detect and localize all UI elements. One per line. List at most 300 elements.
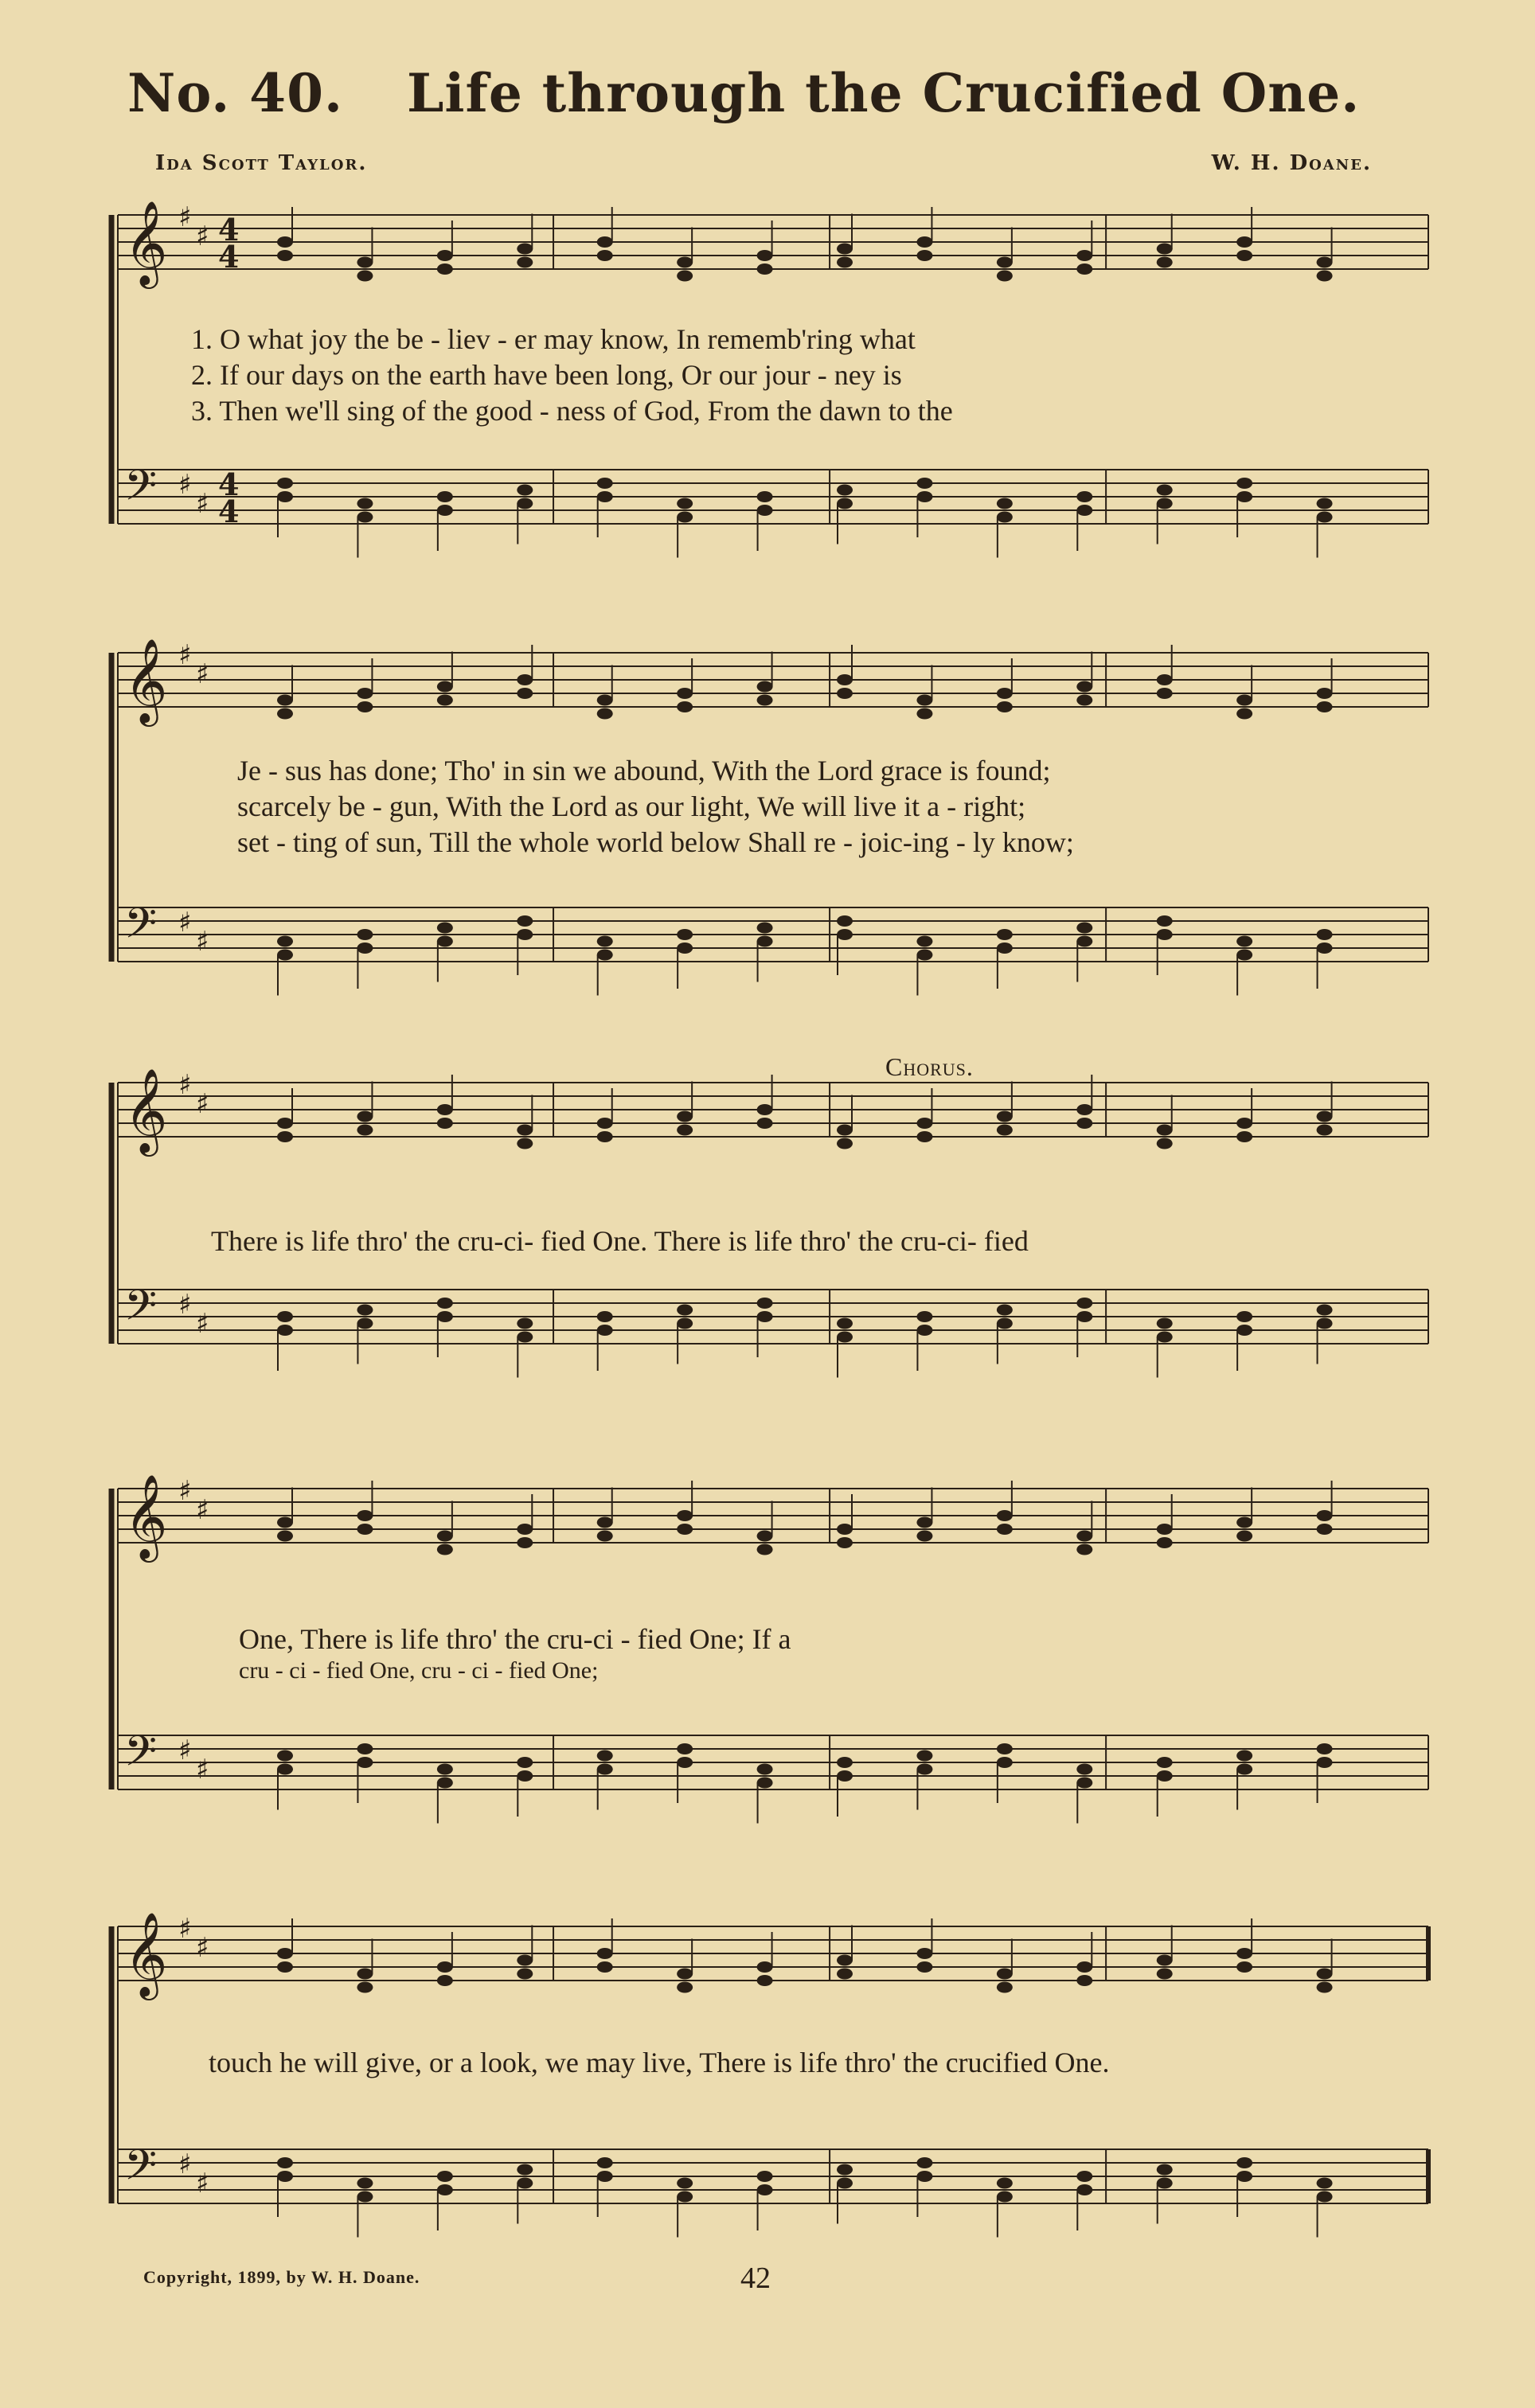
notehead — [837, 1955, 853, 1966]
notehead — [757, 1531, 773, 1542]
notehead — [1076, 1778, 1092, 1789]
notehead — [357, 1318, 373, 1329]
notehead — [837, 1524, 853, 1535]
notehead — [997, 498, 1013, 509]
notehead — [677, 2191, 693, 2203]
notehead — [597, 478, 613, 489]
notehead — [597, 236, 613, 248]
notehead — [677, 1982, 693, 1993]
notehead — [1236, 1750, 1252, 1762]
notehead — [357, 512, 373, 523]
treble-clef-icon: 𝄞 — [124, 200, 168, 285]
notehead — [597, 2171, 613, 2182]
sharp-icon: ♯ — [196, 926, 209, 958]
notehead — [757, 1118, 773, 1129]
notehead — [837, 674, 853, 685]
notehead — [677, 271, 693, 282]
notehead — [1076, 1764, 1092, 1775]
composer-credit: W. H. Doane. — [1211, 151, 1372, 175]
notehead — [916, 695, 932, 706]
notehead — [1317, 701, 1333, 712]
notehead — [517, 2178, 533, 2189]
notehead — [357, 257, 373, 268]
notehead — [997, 1111, 1013, 1122]
notehead — [1317, 929, 1333, 940]
notehead — [757, 1311, 773, 1322]
notehead — [997, 943, 1013, 954]
notehead — [837, 485, 853, 496]
notehead — [437, 1531, 453, 1542]
sharp-icon: ♯ — [178, 1913, 192, 1945]
notehead — [277, 250, 293, 261]
notehead — [677, 257, 693, 268]
lyricist-credit: Ida Scott Taylor. — [155, 151, 368, 175]
notehead — [1157, 1770, 1173, 1782]
notehead — [517, 485, 533, 496]
notehead — [1236, 478, 1252, 489]
notehead — [997, 1757, 1013, 1768]
notehead — [1236, 1311, 1252, 1322]
notehead — [997, 1318, 1013, 1329]
notehead — [437, 1778, 453, 1789]
bass-clef-icon: 𝄢 — [124, 462, 158, 521]
notehead — [597, 1311, 613, 1322]
notehead — [677, 498, 693, 509]
notehead — [597, 1517, 613, 1528]
notehead — [916, 491, 932, 502]
notehead — [517, 1537, 533, 1548]
notehead — [997, 701, 1013, 712]
notehead — [1157, 244, 1173, 255]
notehead — [916, 1961, 932, 1973]
notehead — [1076, 2184, 1092, 2195]
notehead — [597, 491, 613, 502]
notehead — [437, 936, 453, 947]
notehead — [357, 2178, 373, 2189]
notehead — [997, 2178, 1013, 2189]
notehead — [1236, 1118, 1252, 1129]
notehead — [437, 505, 453, 516]
notehead — [357, 1524, 373, 1535]
sharp-icon: ♯ — [178, 1475, 192, 1507]
sharp-icon: ♯ — [196, 1932, 209, 1964]
notehead — [1157, 1125, 1173, 1136]
notehead — [597, 1961, 613, 1973]
notehead — [1317, 1757, 1333, 1768]
notehead — [597, 695, 613, 706]
notehead — [677, 1524, 693, 1535]
notehead — [677, 2178, 693, 2189]
notehead — [517, 1757, 533, 1768]
notehead — [916, 1118, 932, 1129]
notehead — [997, 929, 1013, 940]
notehead — [437, 2184, 453, 2195]
notehead — [916, 236, 932, 248]
notehead — [997, 271, 1013, 282]
notehead — [1076, 1544, 1092, 1555]
notehead — [1317, 257, 1333, 268]
notehead — [1157, 2164, 1173, 2176]
notehead — [757, 491, 773, 502]
copyright-notice: Copyright, 1899, by W. H. Doane. — [143, 2267, 420, 2287]
notehead — [277, 1764, 293, 1775]
notehead — [1236, 936, 1252, 947]
notehead — [916, 2157, 932, 2168]
chorus-label: Chorus. — [885, 1052, 974, 1081]
notehead — [517, 1318, 533, 1329]
notehead — [916, 1948, 932, 1959]
notehead — [357, 1125, 373, 1136]
bass-clef-icon: 𝄢 — [124, 900, 158, 958]
sharp-icon: ♯ — [178, 639, 192, 671]
notehead — [837, 2164, 853, 2176]
notehead — [437, 2171, 453, 2182]
notehead — [916, 1531, 932, 1542]
notehead — [357, 1982, 373, 1993]
notehead — [1157, 498, 1173, 509]
notehead — [677, 1125, 693, 1136]
notehead — [1076, 1118, 1092, 1129]
notehead — [1236, 708, 1252, 720]
notehead — [916, 1750, 932, 1762]
notehead — [1157, 1332, 1173, 1343]
notehead — [837, 498, 853, 509]
notehead — [757, 2184, 773, 2195]
chorus-line-2: One, There is life thro' the cru-ci - fied One; If a — [239, 1623, 791, 1655]
notehead — [916, 478, 932, 489]
notehead — [597, 1948, 613, 1959]
notehead — [1236, 250, 1252, 261]
hymn-number: No. 40. — [127, 62, 343, 124]
notehead — [997, 1125, 1013, 1136]
verse-2-line-1: 2. If our days on the earth have been long, Or our jour - ney is — [191, 359, 902, 391]
notehead — [997, 1305, 1013, 1316]
notehead — [1076, 263, 1092, 275]
notehead — [517, 1524, 533, 1535]
notehead — [277, 1517, 293, 1528]
notehead — [517, 257, 533, 268]
treble-clef-icon: 𝄞 — [124, 1911, 168, 1996]
notehead — [677, 1111, 693, 1122]
notehead — [837, 688, 853, 699]
sharp-icon: ♯ — [196, 221, 209, 252]
notehead — [437, 923, 453, 934]
chorus-echo-line: cru - ci - fied One, cru - ci - fied One; — [239, 1657, 599, 1684]
notehead — [1317, 2191, 1333, 2203]
notehead — [1317, 1524, 1333, 1535]
notehead — [437, 1544, 453, 1555]
notehead — [277, 1948, 293, 1959]
notehead — [916, 1764, 932, 1775]
notehead — [437, 1118, 453, 1129]
notehead — [677, 1305, 693, 1316]
notehead — [837, 244, 853, 255]
notehead — [837, 929, 853, 940]
notehead — [1157, 1955, 1173, 1966]
notehead — [916, 2171, 932, 2182]
notehead — [517, 674, 533, 685]
notehead — [1157, 1537, 1173, 1548]
sharp-icon: ♯ — [178, 2148, 192, 2180]
notehead — [837, 2178, 853, 2189]
notehead — [597, 1325, 613, 1336]
notehead — [757, 263, 773, 275]
notehead — [837, 1969, 853, 1980]
notehead — [1236, 491, 1252, 502]
notehead — [277, 695, 293, 706]
notehead — [277, 491, 293, 502]
notehead — [837, 1757, 853, 1768]
notehead — [757, 1764, 773, 1775]
notehead — [997, 1743, 1013, 1754]
notehead — [916, 1131, 932, 1142]
notehead — [757, 1104, 773, 1115]
sharp-icon: ♯ — [196, 1494, 209, 1526]
notehead — [837, 1332, 853, 1343]
treble-clef-icon: 𝄞 — [124, 638, 168, 723]
notehead — [1157, 257, 1173, 268]
notehead — [837, 915, 853, 927]
notehead — [1236, 1961, 1252, 1973]
notehead — [1076, 936, 1092, 947]
notehead — [1317, 1743, 1333, 1754]
notehead — [916, 936, 932, 947]
notehead — [597, 1750, 613, 1762]
notehead — [277, 1961, 293, 1973]
notehead — [1236, 950, 1252, 961]
sharp-icon: ♯ — [196, 2168, 209, 2199]
sharp-icon: ♯ — [178, 1735, 192, 1766]
notehead — [597, 1531, 613, 1542]
notehead — [677, 1757, 693, 1768]
notehead — [597, 950, 613, 961]
notehead — [1317, 943, 1333, 954]
notehead — [997, 2191, 1013, 2203]
notehead — [916, 708, 932, 720]
notehead — [357, 701, 373, 712]
notehead — [277, 2157, 293, 2168]
notehead — [757, 1975, 773, 1986]
notehead — [357, 1757, 373, 1768]
notehead — [517, 1955, 533, 1966]
bass-clef-icon: 𝄢 — [124, 1727, 158, 1786]
notehead — [357, 271, 373, 282]
notehead — [1317, 498, 1333, 509]
notehead — [437, 1311, 453, 1322]
notehead — [1076, 695, 1092, 706]
notehead — [437, 250, 453, 261]
notehead — [1076, 1104, 1092, 1115]
bass-clef-icon: 𝄢 — [124, 1282, 158, 1341]
notehead — [1157, 485, 1173, 496]
notehead — [677, 1510, 693, 1521]
notehead — [1076, 681, 1092, 693]
notehead — [1157, 1524, 1173, 1535]
notehead — [916, 1311, 932, 1322]
notehead — [837, 1770, 853, 1782]
notehead — [1157, 929, 1173, 940]
notehead — [1157, 1757, 1173, 1768]
sharp-icon: ♯ — [196, 1088, 209, 1120]
notehead — [1236, 1325, 1252, 1336]
notehead — [357, 943, 373, 954]
notehead — [1317, 1318, 1333, 1329]
notehead — [1317, 688, 1333, 699]
notehead — [1076, 2171, 1092, 2182]
notehead — [357, 1111, 373, 1122]
notehead — [1157, 2178, 1173, 2189]
notehead — [757, 505, 773, 516]
notehead — [757, 695, 773, 706]
sharp-icon: ♯ — [196, 1754, 209, 1786]
notehead — [357, 1743, 373, 1754]
notehead — [757, 923, 773, 934]
notehead — [1236, 2171, 1252, 2182]
notehead — [277, 1325, 293, 1336]
notehead — [757, 250, 773, 261]
notehead — [357, 688, 373, 699]
hymn-title — [127, 62, 1481, 124]
notehead — [517, 1138, 533, 1149]
notehead — [517, 244, 533, 255]
notehead — [1317, 271, 1333, 282]
chorus-line-3: touch he will give, or a look, we may live, There is life thro' the crucified One. — [209, 2047, 1110, 2078]
notehead — [1157, 1138, 1173, 1149]
notehead — [677, 1969, 693, 1980]
notehead — [757, 1961, 773, 1973]
notehead — [1157, 915, 1173, 927]
notehead — [916, 1517, 932, 1528]
notehead — [517, 2164, 533, 2176]
notehead — [1317, 512, 1333, 523]
notehead — [357, 2191, 373, 2203]
chorus-line-1: There is life thro' the cru-ci- fied One. There is life thro' the cru-ci- fied — [211, 1225, 1029, 1257]
notehead — [437, 681, 453, 693]
notehead — [277, 1750, 293, 1762]
notehead — [677, 1318, 693, 1329]
notehead — [277, 1311, 293, 1322]
notehead — [517, 498, 533, 509]
notehead — [597, 1131, 613, 1142]
notehead — [1236, 1517, 1252, 1528]
notehead — [757, 936, 773, 947]
notehead — [517, 1770, 533, 1782]
notehead — [757, 1778, 773, 1789]
notehead — [517, 1332, 533, 1343]
notehead — [437, 1764, 453, 1775]
notehead — [757, 1544, 773, 1555]
treble-clef-icon: 𝄞 — [124, 1067, 168, 1153]
notehead — [677, 701, 693, 712]
notehead — [357, 1510, 373, 1521]
notehead — [277, 2171, 293, 2182]
notehead — [517, 1969, 533, 1980]
verse-3-line-2: set - ting of sun, Till the whole world below Shall re - joic-ing - ly know; — [237, 826, 1074, 858]
notehead — [437, 491, 453, 502]
hymn-title-text: Life through the Crucified One. — [406, 62, 1361, 124]
time-signature-top: 4 — [218, 212, 240, 248]
notehead — [437, 1975, 453, 1986]
notehead — [916, 1325, 932, 1336]
notehead — [997, 257, 1013, 268]
notehead — [1236, 695, 1252, 706]
notehead — [517, 1125, 533, 1136]
sharp-icon: ♯ — [178, 907, 192, 939]
notehead — [357, 1305, 373, 1316]
sharp-icon: ♯ — [178, 201, 192, 233]
verse-1-line-2: Je - sus has done; Tho' in sin we abound, With the Lord grace is found; — [237, 755, 1051, 786]
notehead — [677, 512, 693, 523]
treble-clef-icon: 𝄞 — [124, 1473, 168, 1559]
sharp-icon: ♯ — [196, 1308, 209, 1340]
notehead — [597, 708, 613, 720]
notehead — [1236, 1764, 1252, 1775]
sharp-icon: ♯ — [178, 469, 192, 501]
notehead — [1317, 2178, 1333, 2189]
sharp-icon: ♯ — [178, 1289, 192, 1321]
time-signature-bottom: 4 — [218, 494, 240, 529]
sharp-icon: ♯ — [196, 658, 209, 690]
notehead — [677, 929, 693, 940]
notehead — [517, 915, 533, 927]
notehead — [597, 1118, 613, 1129]
notehead — [277, 950, 293, 961]
notehead — [1236, 2157, 1252, 2168]
sharp-icon: ♯ — [196, 488, 209, 520]
notehead — [1317, 1982, 1333, 1993]
notehead — [837, 1537, 853, 1548]
notehead — [757, 2171, 773, 2182]
notehead — [997, 512, 1013, 523]
notehead — [757, 1298, 773, 1309]
notehead — [1157, 1318, 1173, 1329]
notehead — [1076, 505, 1092, 516]
notehead — [357, 1969, 373, 1980]
notehead — [597, 1764, 613, 1775]
notehead — [277, 1118, 293, 1129]
notehead — [997, 1982, 1013, 1993]
notehead — [837, 1318, 853, 1329]
notehead — [837, 257, 853, 268]
notehead — [1076, 491, 1092, 502]
notehead — [677, 688, 693, 699]
notehead — [1076, 250, 1092, 261]
notehead — [1317, 1125, 1333, 1136]
notehead — [1236, 1948, 1252, 1959]
notehead — [277, 236, 293, 248]
notehead — [1076, 1975, 1092, 1986]
notehead — [997, 688, 1013, 699]
sharp-icon: ♯ — [178, 1069, 192, 1101]
notehead — [1076, 1961, 1092, 1973]
notehead — [1236, 1131, 1252, 1142]
notehead — [677, 1743, 693, 1754]
notehead — [1236, 1531, 1252, 1542]
notehead — [437, 1104, 453, 1115]
notehead — [597, 250, 613, 261]
notehead — [277, 936, 293, 947]
time-signature-bottom: 4 — [218, 239, 240, 275]
page-number: 42 — [740, 2262, 771, 2295]
notehead — [597, 2157, 613, 2168]
notehead — [1236, 236, 1252, 248]
notehead — [357, 498, 373, 509]
notehead — [1076, 1311, 1092, 1322]
notehead — [437, 695, 453, 706]
verse-2-line-2: scarcely be - gun, With the Lord as our light, We will live it a - right; — [237, 790, 1026, 822]
notehead — [837, 1138, 853, 1149]
notehead — [277, 708, 293, 720]
